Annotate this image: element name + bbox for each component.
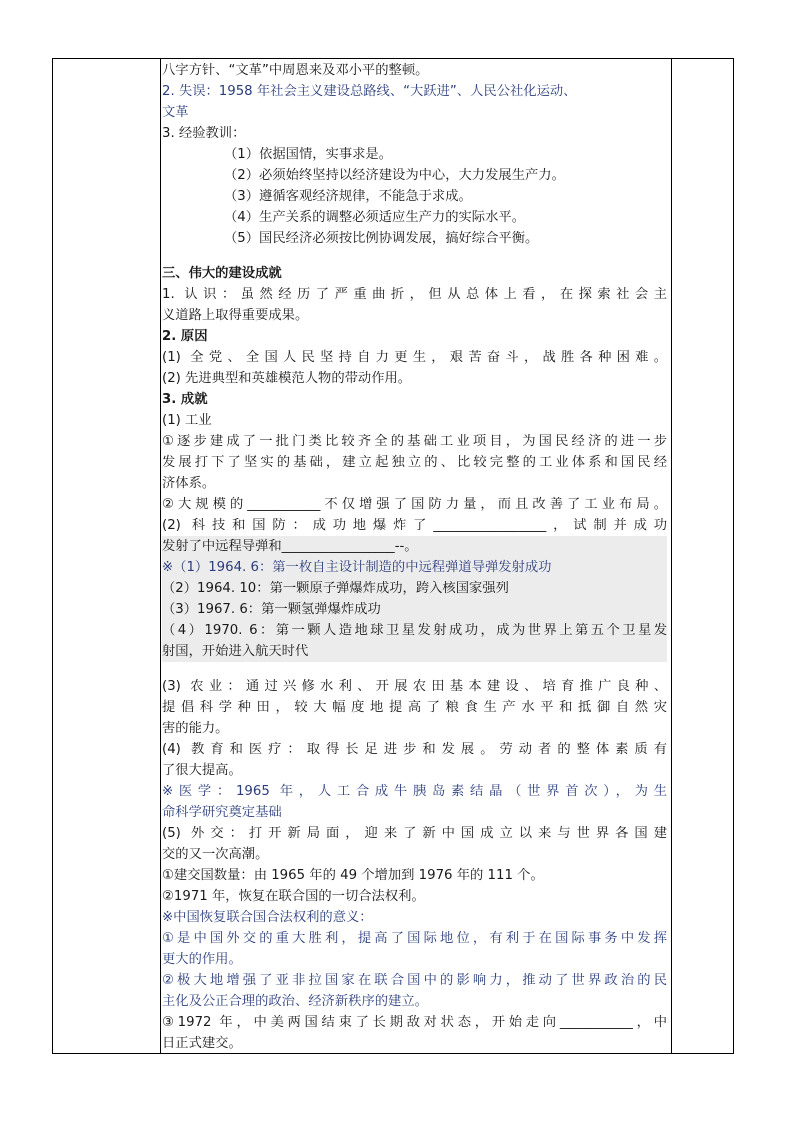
text-line: (4) 教育和医疗：取得长足进步和发展。劳动者的整体素质有 — [162, 742, 667, 757]
text-line: ①是中国外交的重大胜利，提高了国际地位，有利于在国际事务中发挥 — [162, 931, 667, 946]
text-line: ②1971 年，恢复在联合国的一切合法权利。 — [162, 889, 425, 904]
text-line: （2）1964. 10：第一颗原子弹爆炸成功，跨入核国家强列 — [162, 578, 667, 599]
text-line: 三、伟大的建设成就 — [162, 266, 282, 281]
text-line: (1) 全党、全国人民坚持自力更生，艰苦奋斗，战胜各种困难。 — [162, 350, 667, 365]
text-line: (1) 工业 — [162, 413, 212, 428]
text-line: 日正式建交。 — [162, 1036, 242, 1051]
text-line: 发射了中远程导弹和_________________--。 — [162, 536, 667, 557]
text-line: （2）必须始终坚持以经济建设为中心，大力发展生产力。 — [224, 168, 565, 183]
column-divider-right — [671, 59, 672, 1053]
text-line: （3）1967. 6：第一颗氢弹爆炸成功 — [162, 599, 667, 620]
text-line: (5) 外交：打开新局面，迎来了新中国成立以来与世界各国建 — [162, 826, 667, 841]
text-line: ※（1）1964. 6：第一枚自主设计制造的中远程弹道导弹发射成功 — [162, 557, 667, 578]
text-line: ①建交国数量：由 1965 年的 49 个增加到 1976 年的 111 个。 — [162, 868, 544, 883]
text-line: 济体系。 — [162, 476, 216, 491]
text-line: ②极大地增强了亚非拉国家在联合国中的影响力，推动了世界政治的民 — [162, 973, 667, 988]
text-line: ※中国恢复联合国合法权利的意义： — [162, 910, 373, 925]
text-line: 射国，开始进入航天时代 — [162, 641, 667, 662]
text-line: （1）依据国情，实事求是。 — [224, 147, 393, 162]
text-line: 文革 — [162, 105, 189, 120]
text-line: 3. 成就 — [162, 392, 208, 407]
text-line: ※医学：1965 年，人工合成牛胰岛素结晶（世界首次），为生 — [162, 784, 667, 799]
text-line: 3. 经验教训： — [162, 126, 246, 141]
text-line — [162, 662, 667, 676]
text-line: 命科学研究奠定基础 — [162, 805, 282, 820]
column-divider-left — [160, 59, 161, 1053]
text-line: ③1972 年，中美两国结束了长期敌对状态，开始走向___________，中 — [162, 1015, 667, 1030]
text-line: 八字方针、“文革”中周恩来及邓小平的整顿。 — [162, 63, 429, 78]
text-line: 交的又一次高潮。 — [162, 847, 269, 862]
text-line: 更大的作用。 — [162, 952, 242, 967]
text-line: （4）1970. 6：第一颗人造地球卫星发射成功，成为世界上第五个卫星发 — [162, 620, 667, 641]
text-line: (2) 先进典型和英雄模范人物的带动作用。 — [162, 371, 412, 386]
text-line: 主化及公正合理的政治、经济新秩序的建立。 — [162, 994, 428, 1009]
text-line: 提倡科学种田，较大幅度地提高了粮食生产水平和抵御自然灾 — [162, 700, 667, 715]
text-line: 发展打下了坚实的基础，建立起独立的、比较完整的工业体系和国民经 — [162, 455, 667, 470]
text-line: 2. 失误：1958 年社会主义建设总路线、“大跃进”、人民公社化运动、 — [162, 84, 577, 99]
text-line — [162, 249, 667, 263]
text-line: 了很大提高。 — [162, 763, 242, 778]
text-line: （5）国民经济必须按比例协调发展，搞好综合平衡。 — [224, 231, 539, 246]
text-line: （4）生产关系的调整必须适应生产力的实际水平。 — [224, 210, 525, 225]
text-line: ①逐步建成了一批门类比较齐全的基础工业项目，为国民经济的进一步 — [162, 434, 667, 449]
document-content — [162, 60, 667, 1054]
text-line: (3) 农业：通过兴修水利、开展农田基本建设、培育推广良种、 — [162, 679, 667, 694]
text-line: ②大规模的___________不仅增强了国防力量，而且改善了工业布局。 — [162, 497, 667, 512]
text-line: 害的能力。 — [162, 721, 229, 736]
text-line: (2) 科技和国防：成功地爆炸了_________________，试制并成功 — [162, 518, 667, 533]
text-line: 义道路上取得重要成果。 — [162, 308, 309, 323]
text-line: 1. 认识：虽然经历了严重曲折，但从总体上看，在探索社会主 — [162, 287, 667, 302]
text-line: 2. 原因 — [162, 329, 208, 344]
text-line: （3）遵循客观经济规律，不能急于求成。 — [224, 189, 472, 204]
